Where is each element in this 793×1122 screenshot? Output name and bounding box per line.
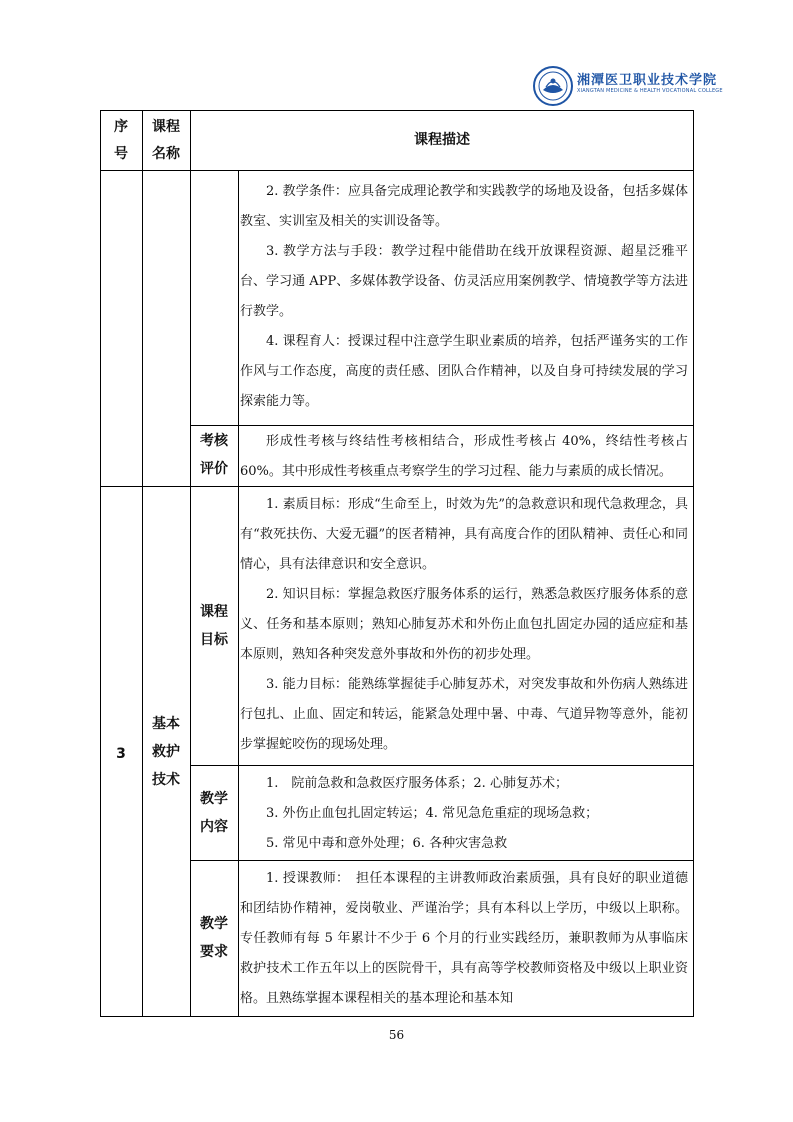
course-table xyxy=(100,110,694,1017)
college-name: 湘潭医卫职业技术学院 xyxy=(577,73,718,88)
header-description: 课程描述 xyxy=(414,132,470,148)
content-text: 1. 院前急救和急救医疗服务体系；2. 心肺复苏术； 3. 外伤止血包扎固定转运；4. 常见急危重症的现场急救； 5. 常见中毒和意外处理；6. 各种灾害急救 xyxy=(266,776,599,851)
knowledge-objective: 2. 知识目标：掌握急救医疗服务体系的运行，熟悉急救医疗服务体系的意义、任务和基本原则；熟知心肺复苏术和外伤止血包扎固定办园的适应症和基本原则，熟知各种突发意外事故和外伤的初步处理。 xyxy=(240,587,688,662)
objectives-label: 课程 目标 xyxy=(200,604,228,648)
teaching-conditions: 2. 教学条件：应具备完成理论教学和实践教学的场地及设备，包括多媒体教室、实训室及相关的实训设备等。 xyxy=(240,184,688,229)
teaching-methods: 3. 教学方法与手段：教学过程中能借助在线开放课程资源、超星泛雅平台、学习通 APP、多媒体教学设备、仿灵活应用案例教学、情境教学等方法进行教学。 xyxy=(240,244,688,319)
ability-objective: 3. 能力目标：能熟练掌握徒手心肺复苏术，对突发事故和外伤病人熟练进行包扎、止血、固定和转运，能紧急处理中暑、中毒、气道异物等意外，能初步掌握蛇咬伤的现场处理。 xyxy=(240,677,688,752)
teaching-continuation xyxy=(240,177,688,417)
requirements-label: 教学 要求 xyxy=(200,916,228,960)
college-name-en: XIANGTAN MEDICINE & HEALTH VOCATIONAL COLLEGE xyxy=(577,88,723,94)
assessment-text: 形成性考核与终结性考核相结合，形成性考核占 40%，终结性考核占 60%。其中形成性考核重点考察学生的学习过程、能力与素质的成长情况。 xyxy=(240,434,688,479)
header-course-name: 课程 名称 xyxy=(152,119,180,162)
assessment-label: 考核 评价 xyxy=(200,433,228,477)
header-seq: 序 号 xyxy=(114,119,128,162)
course-name-basic-rescue: 基本 救护 技术 xyxy=(152,716,180,788)
quality-objective: 1. 素质目标：形成“生命至上，时效为先”的急救意识和现代急救理念，具有“救死扶伤、大爱无疆”的医者精神，具有高度合作的团队精神、责任心和同情心，具有法律意识和安全意识。 xyxy=(240,497,688,572)
college-emblem-icon xyxy=(533,66,573,106)
course-education: 4. 课程育人：授课过程中注意学生职业素质的培养，包括严谨务实的工作作风与工作态度，高度的责任感、团队合作精神，以及自身可持续发展的学习探索能力等。 xyxy=(240,334,688,409)
row-seq-3: 3 xyxy=(116,746,126,762)
requirements-text: 1. 授课教师： 担任本课程的主讲教师政治素质强，具有良好的职业道德和团结协作精神，爱岗敬业、严谨治学；具有本科以上学历，中级以上职称。专任教师有每 5 年累计不少于 6 个月的行业实践经历，兼职教师为从事临床救护技术工作五年以上的医院骨干，具有高等学校教师资格及中级以上职业资格。且熟练掌握本课程相关的基本理论和基本知 xyxy=(240,871,688,1006)
objectives-text xyxy=(240,490,688,760)
content-label: 教学 内容 xyxy=(200,791,228,835)
college-logo xyxy=(533,66,723,112)
page-number: 56 xyxy=(388,1028,405,1042)
